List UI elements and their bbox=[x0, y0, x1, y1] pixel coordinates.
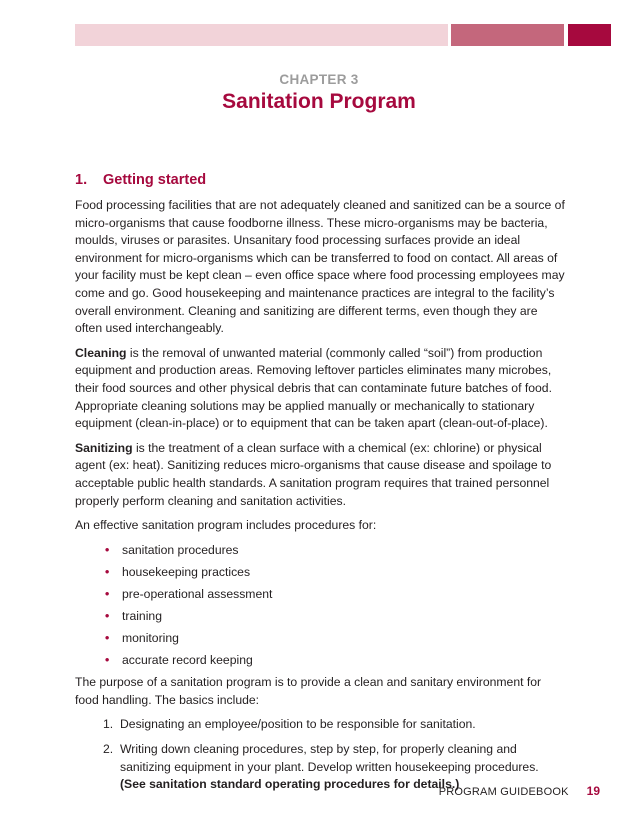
bullet-icon: • bbox=[105, 542, 110, 557]
bullet-icon: • bbox=[105, 608, 110, 623]
step-number: 2. bbox=[103, 741, 114, 756]
step-number: 1. bbox=[103, 717, 114, 732]
chapter-label: CHAPTER 3 bbox=[279, 72, 359, 87]
list-item-text: sanitation procedures bbox=[122, 542, 239, 557]
list-item bbox=[105, 542, 565, 560]
section-title: Getting started bbox=[103, 172, 207, 188]
header-bar-mid bbox=[451, 24, 564, 46]
list-item bbox=[105, 586, 565, 604]
page-number: 19 bbox=[586, 784, 600, 798]
list-item-text: training bbox=[122, 608, 162, 623]
cleaning-term: Cleaning bbox=[75, 345, 127, 360]
footer-label: PROGRAM GUIDEBOOK bbox=[438, 786, 569, 798]
step-text: Writing down cleaning procedures, step by step, for properly cleaning and sanitizing equipment in your plant. Develop written housekeeping procedures. bbox=[120, 741, 539, 774]
step-text: Designating an employee/position to be responsible for sanitation. bbox=[120, 717, 476, 732]
sanitizing-definition: is the treatment of a clean surface with a chemical (ex: chlorine) or physical agent (ex: heat). Sanitizing reduces micro-organisms that cause disease and spoilage to acceptable public health standards. A sanitation program requires that trained personnel properly perform cleaning and sanitation activities. bbox=[75, 440, 552, 508]
list-item bbox=[105, 652, 565, 670]
section-number: 1. bbox=[75, 172, 88, 188]
header-bar-dark bbox=[568, 24, 611, 46]
intro-paragraph: Food processing facilities that are not adequately cleaned and sanitized can be a source of micro-organisms that cause foodborne illness. These micro-organisms may be bacteria, moulds, viruses or parasites. Unsanitary food processing surfaces provide an ideal environment for micro-organisms which can be transferred to food on contact. All areas of your facility must be kept clean – even office space where food processing employees may come and go. Good housekeeping and maintenance practices are integral to the facility’s overall environment. Cleaning and sanitizing are different terms, even though they are often used interchangeably. bbox=[75, 198, 565, 336]
sanitizing-paragraph bbox=[75, 440, 565, 510]
step-reference: (See sanitation standard operating procedures for details.) bbox=[120, 777, 460, 792]
list-item-text: accurate record keeping bbox=[122, 652, 253, 667]
bullet-icon: • bbox=[105, 630, 110, 645]
list-item-text: housekeeping practices bbox=[122, 564, 251, 579]
list-item bbox=[105, 608, 565, 626]
sanitizing-term: Sanitizing bbox=[75, 440, 133, 455]
procedures-list bbox=[75, 542, 565, 670]
bullet-icon: • bbox=[105, 564, 110, 579]
header-bar-light bbox=[75, 24, 448, 46]
page-body bbox=[75, 171, 565, 801]
list-item bbox=[105, 630, 565, 648]
list-item-text: monitoring bbox=[122, 630, 179, 645]
cleaning-definition: is the removal of unwanted material (commonly called “soil”) from production equipment and production areas. Removing leftover particles eliminates many microbes, their food sources and other physical debris that can contaminate future batches of food. Appropriate cleaning solutions may be applied manually or mechanically to stationary equipment (clean-in-place) or to equipment that can be taken apart (clean-out-of-place). bbox=[75, 345, 552, 431]
section-heading bbox=[75, 171, 565, 189]
chapter-title: Sanitation Program bbox=[222, 90, 416, 113]
bullet-icon: • bbox=[105, 652, 110, 667]
step-item bbox=[103, 716, 565, 734]
list-item bbox=[105, 564, 565, 582]
bullet-icon: • bbox=[105, 586, 110, 601]
list-intro: An effective sanitation program includes procedures for: bbox=[75, 518, 377, 533]
purpose-paragraph: The purpose of a sanitation program is to provide a clean and sanitary environment for food handling. The basics include: bbox=[75, 675, 542, 707]
list-item-text: pre-operational assessment bbox=[122, 586, 273, 601]
cleaning-paragraph bbox=[75, 345, 565, 433]
basics-list bbox=[75, 716, 565, 793]
page-footer bbox=[439, 784, 600, 798]
